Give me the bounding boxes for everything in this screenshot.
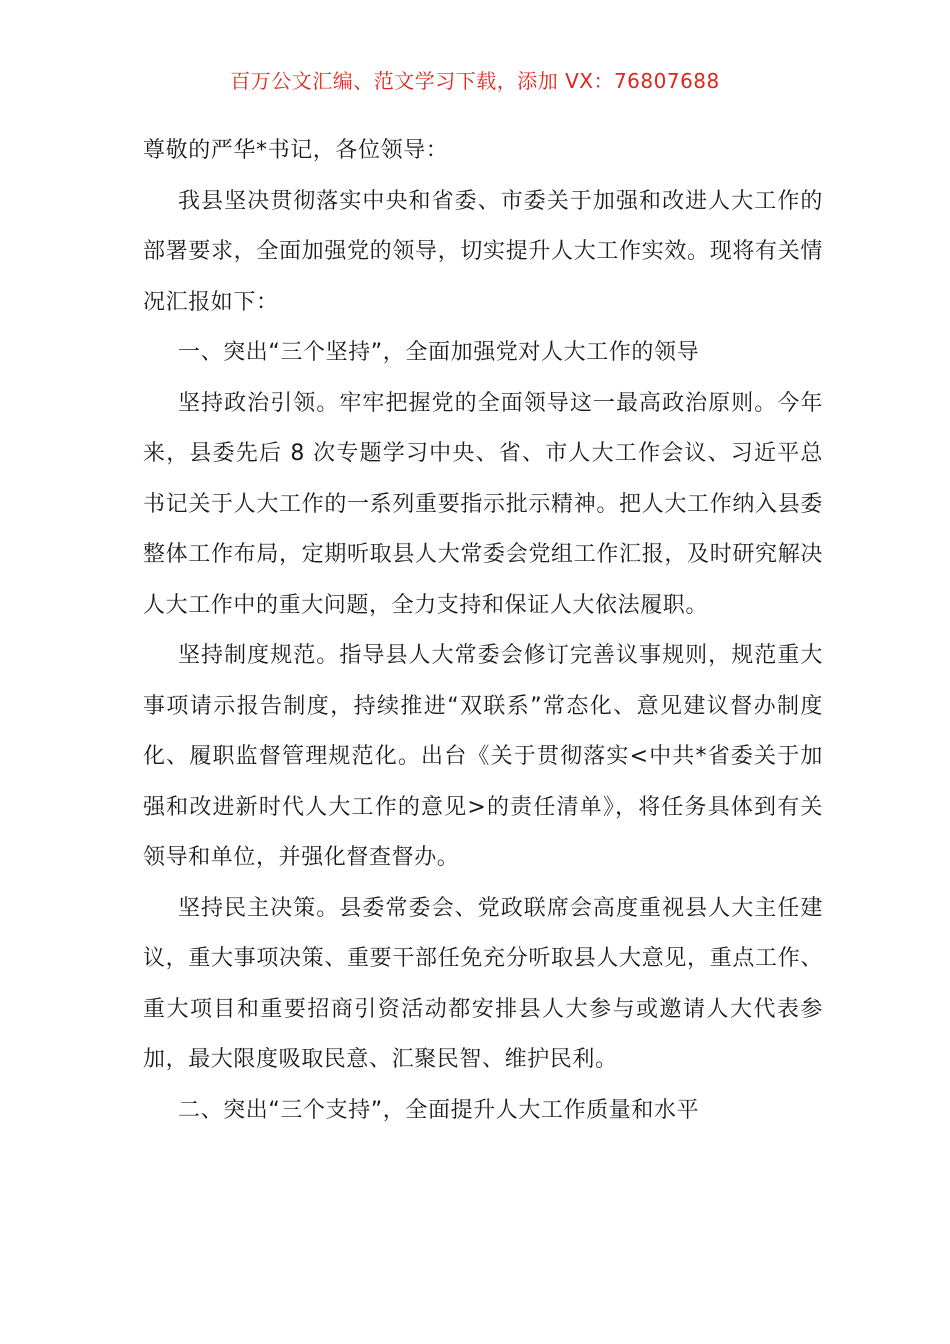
paragraph-political-guidance: 坚持政治引领。牢牢把握党的全面领导这一最高政治原则。今年来，县委先后 8 次专题学习中央、省、市人大工作会议、习近平总书记关于人大工作的一系列重要指示批示精神。把人大工作纳入县委整体工作布局，定期听取县人大常委会党组工作汇报，及时研究解决人大工作中的重大问题，全力支持和保证人大依法履职。 [143,390,823,618]
paragraph-institutional-norms: 坚持制度规范。指导县人大常委会修订完善议事规则，规范重大事项请示报告制度，持续推进“双联系”常态化、意见建议督办制度化、履职监督管理规范化。出台《关于贯彻落实<中共*省委关于加强和改进新时代人大工作的意见>的责任清单》，将任务具体到有关领导和单位，并强化督查督办。 [143,643,823,870]
intro-paragraph: 我县坚决贯彻落实中央和省委、市委关于加强和改进人大工作的部署要求，全面加强党的领导，切实提升人大工作实效。现将有关情况汇报如下： [143,188,823,315]
document-body [143,126,823,1136]
paragraph-democratic-decision: 坚持民主决策。县委常委会、党政联席会高度重视县人大主任建议，重大事项决策、重要干部任免充分听取县人大意见，重点工作、重大项目和重要招商引资活动都安排县人大参与或邀请人大代表参加，最大限度吸取民意、汇聚民智、维护民利。 [143,895,823,1072]
section-heading-2: 二、突出“三个支持”，全面提升人大工作质量和水平 [178,1097,700,1123]
download-banner: 百万公文汇编、范文学习下载，添加 VX：76807688 [230,69,720,93]
salutation: 尊敬的严华*书记，各位领导： [143,138,449,163]
section-heading-1: 一、突出“三个坚持”，全面加强党对人大工作的领导 [178,340,700,365]
